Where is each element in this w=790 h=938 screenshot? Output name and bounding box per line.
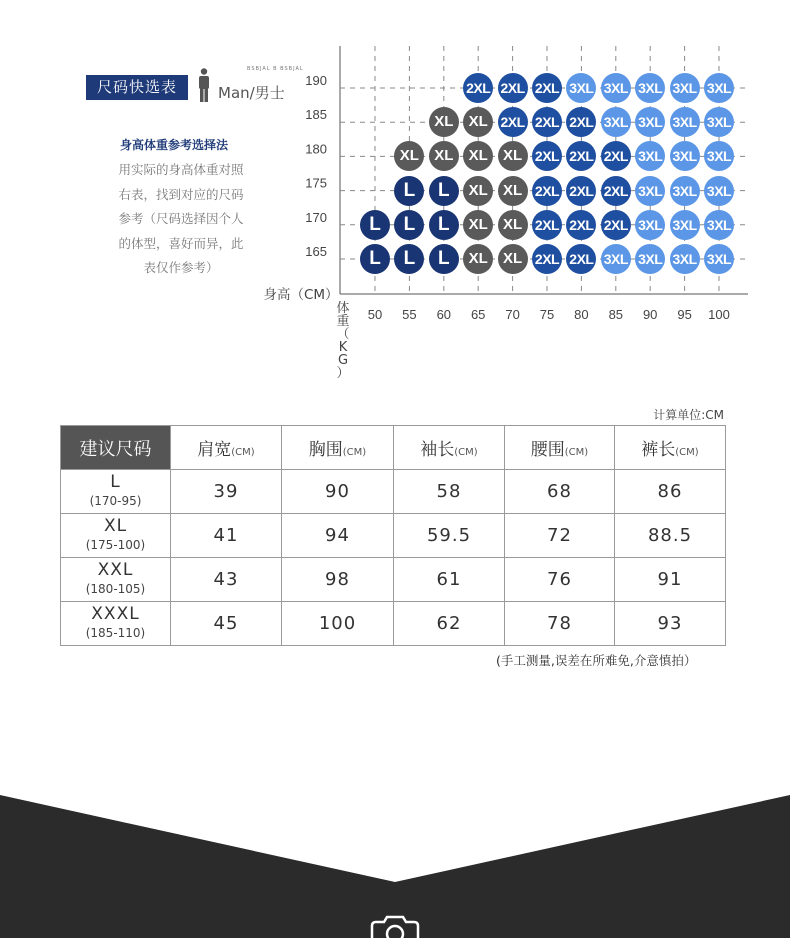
size-dot-3xl: 3XL: [670, 244, 700, 274]
size-dot-3xl: 3XL: [635, 141, 665, 171]
x-axis-label-char: （: [336, 327, 350, 342]
x-tick-label: 85: [608, 307, 624, 322]
size-dot-2xl: 2XL: [498, 107, 528, 137]
value-cell: 94: [282, 514, 394, 558]
brand-watermark: BSBJAL B BSBJAL: [247, 66, 304, 72]
size-dot-2xl: 2XL: [532, 141, 562, 171]
size-dot-2xl: 2XL: [601, 141, 631, 171]
size-dot-2xl: 2XL: [566, 107, 596, 137]
size-dot-2xl: 2XL: [566, 210, 596, 240]
man-label: Man/男士: [218, 84, 285, 102]
header-shoulder: 肩宽(CM): [171, 426, 282, 470]
size-dot-3xl: 3XL: [635, 73, 665, 103]
size-dot-xl: XL: [498, 210, 528, 240]
method-title: 身高体重参考选择法: [120, 138, 229, 152]
size-dot-3xl: 3XL: [670, 210, 700, 240]
value-cell: 59.5: [394, 514, 505, 558]
size-dot-3xl: 3XL: [704, 244, 734, 274]
size-dot-xl: XL: [463, 176, 493, 206]
x-tick-label: 100: [708, 307, 730, 322]
x-axis-label-char: 重: [336, 314, 350, 329]
value-cell: 90: [282, 470, 394, 514]
value-cell: 43: [171, 558, 282, 602]
y-tick-label: 190: [305, 73, 327, 88]
size-dot-xl: XL: [394, 141, 424, 171]
size-dot-3xl: 3XL: [670, 73, 700, 103]
value-cell: 45: [171, 602, 282, 646]
table-row: [61, 470, 726, 514]
x-tick-label: 75: [539, 307, 555, 322]
value-cell: 93: [615, 602, 726, 646]
size-dot-l: L: [429, 176, 459, 206]
table-row: [61, 558, 726, 602]
size-dot-3xl: 3XL: [704, 210, 734, 240]
size-dot-xl: XL: [429, 141, 459, 171]
size-dot-2xl: 2XL: [601, 176, 631, 206]
value-cell: 58: [394, 470, 505, 514]
size-dot-2xl: 2XL: [566, 244, 596, 274]
size-dot-3xl: 3XL: [635, 210, 665, 240]
size-dot-xl: XL: [463, 107, 493, 137]
size-dot-xl: XL: [463, 210, 493, 240]
size-dot-3xl: 3XL: [670, 107, 700, 137]
size-dot-l: L: [429, 210, 459, 240]
value-cell: 98: [282, 558, 394, 602]
value-cell: 62: [394, 602, 505, 646]
size-dot-3xl: 3XL: [635, 107, 665, 137]
size-cell: XXXL (185-110): [61, 602, 171, 646]
bottom-band: [0, 740, 790, 938]
size-table: [60, 425, 726, 646]
value-cell: 100: [282, 602, 394, 646]
size-dot-xl: XL: [429, 107, 459, 137]
y-tick-label: 170: [305, 209, 327, 225]
x-tick-label: 95: [677, 307, 692, 322]
size-dot-l: L: [394, 244, 424, 274]
value-cell: 39: [171, 470, 282, 514]
size-dot-2xl: 2XL: [601, 210, 631, 240]
size-cell: XXL (180-105): [61, 558, 171, 602]
size-dot-3xl: 3XL: [566, 73, 596, 103]
size-dot-3xl: 3XL: [635, 176, 665, 206]
value-cell: 72: [505, 514, 615, 558]
table-row: [61, 514, 726, 558]
size-dot-3xl: 3XL: [704, 176, 734, 206]
header-chest: 胸围(CM): [282, 426, 394, 470]
y-tick-label: 185: [305, 107, 327, 123]
y-tick-label: 175: [305, 175, 327, 191]
method-line: 参考（尺码选择因个人: [118, 211, 244, 226]
method-line: 的体型，喜好而异，此: [118, 235, 244, 251]
x-tick-label: 90: [642, 307, 658, 322]
value-cell: 86: [615, 470, 726, 514]
size-dot-3xl: 3XL: [670, 176, 700, 206]
size-dot-2xl: 2XL: [566, 176, 596, 206]
method-line: 表仅作参考）: [143, 260, 219, 275]
size-dot-xl: XL: [463, 244, 493, 274]
table-row: [61, 602, 726, 646]
header-sleeve: 袖长(CM): [394, 426, 505, 470]
size-dot-2xl: 2XL: [532, 73, 562, 103]
size-dot-3xl: 3XL: [635, 244, 665, 274]
size-dot-l: L: [429, 244, 459, 274]
x-axis-label-char: G: [337, 353, 349, 368]
size-dot-l: L: [394, 210, 424, 240]
size-dot-2xl: 2XL: [463, 73, 493, 103]
header-waist: 腰围(CM): [505, 426, 615, 470]
value-cell: 61: [394, 558, 505, 602]
header-pants-length: 裤长(CM): [615, 426, 726, 470]
measurement-error-note: (手工测量,误差在所难免,介意慎拍）: [496, 653, 697, 668]
y-axis-label: 身高（CM）: [263, 287, 339, 303]
x-axis-label-char: K: [338, 340, 348, 355]
size-dot-2xl: 2XL: [498, 73, 528, 103]
y-tick-label: 165: [305, 244, 327, 259]
y-tick-label: 180: [305, 141, 327, 157]
size-dot-2xl: 2XL: [532, 244, 562, 274]
value-cell: 91: [615, 558, 726, 602]
x-tick-label: 80: [574, 307, 589, 322]
unit-note: 计算单位:CM: [653, 408, 724, 422]
value-cell: 88.5: [615, 514, 726, 558]
size-dot-2xl: 2XL: [566, 141, 596, 171]
quick-select-title: 尺码快选表: [86, 75, 188, 100]
size-dot-xl: XL: [498, 141, 528, 171]
size-cell: XL (175-100): [61, 514, 171, 558]
value-cell: 68: [505, 470, 615, 514]
value-cell: 78: [505, 602, 615, 646]
size-dot-3xl: 3XL: [601, 73, 631, 103]
size-dot-3xl: 3XL: [601, 244, 631, 274]
size-dot-2xl: 2XL: [532, 107, 562, 137]
x-axis-label-char: ）: [336, 366, 350, 380]
header-size: 建议尺码: [61, 426, 171, 470]
x-tick-label: 55: [402, 307, 417, 322]
size-dot-l: L: [360, 210, 390, 240]
size-dot-xl: XL: [463, 141, 493, 171]
size-dot-xl: XL: [498, 244, 528, 274]
size-dot-3xl: 3XL: [704, 141, 734, 171]
x-tick-label: 70: [505, 307, 520, 322]
size-dot-2xl: 2XL: [532, 210, 562, 240]
size-dot-2xl: 2XL: [532, 176, 562, 206]
size-dot-3xl: 3XL: [601, 107, 631, 137]
value-cell: 41: [171, 514, 282, 558]
x-tick-label: 65: [470, 307, 486, 322]
size-dot-3xl: 3XL: [670, 141, 700, 171]
value-cell: 76: [505, 558, 615, 602]
size-dot-xl: XL: [498, 176, 528, 206]
size-cell: L (170-95): [61, 470, 171, 514]
x-tick-label: 50: [367, 307, 383, 322]
size-dot-3xl: 3XL: [704, 107, 734, 137]
size-dot-3xl: 3XL: [704, 73, 734, 103]
method-line: 用实际的身高体重对照: [118, 162, 244, 177]
method-line: 右表，找到对应的尺码: [118, 186, 244, 202]
x-tick-label: 60: [436, 307, 452, 322]
table-header-row: [61, 426, 726, 470]
x-axis-label-char: 体: [336, 301, 350, 316]
size-dot-l: L: [394, 176, 424, 206]
size-dot-l: L: [360, 244, 390, 274]
